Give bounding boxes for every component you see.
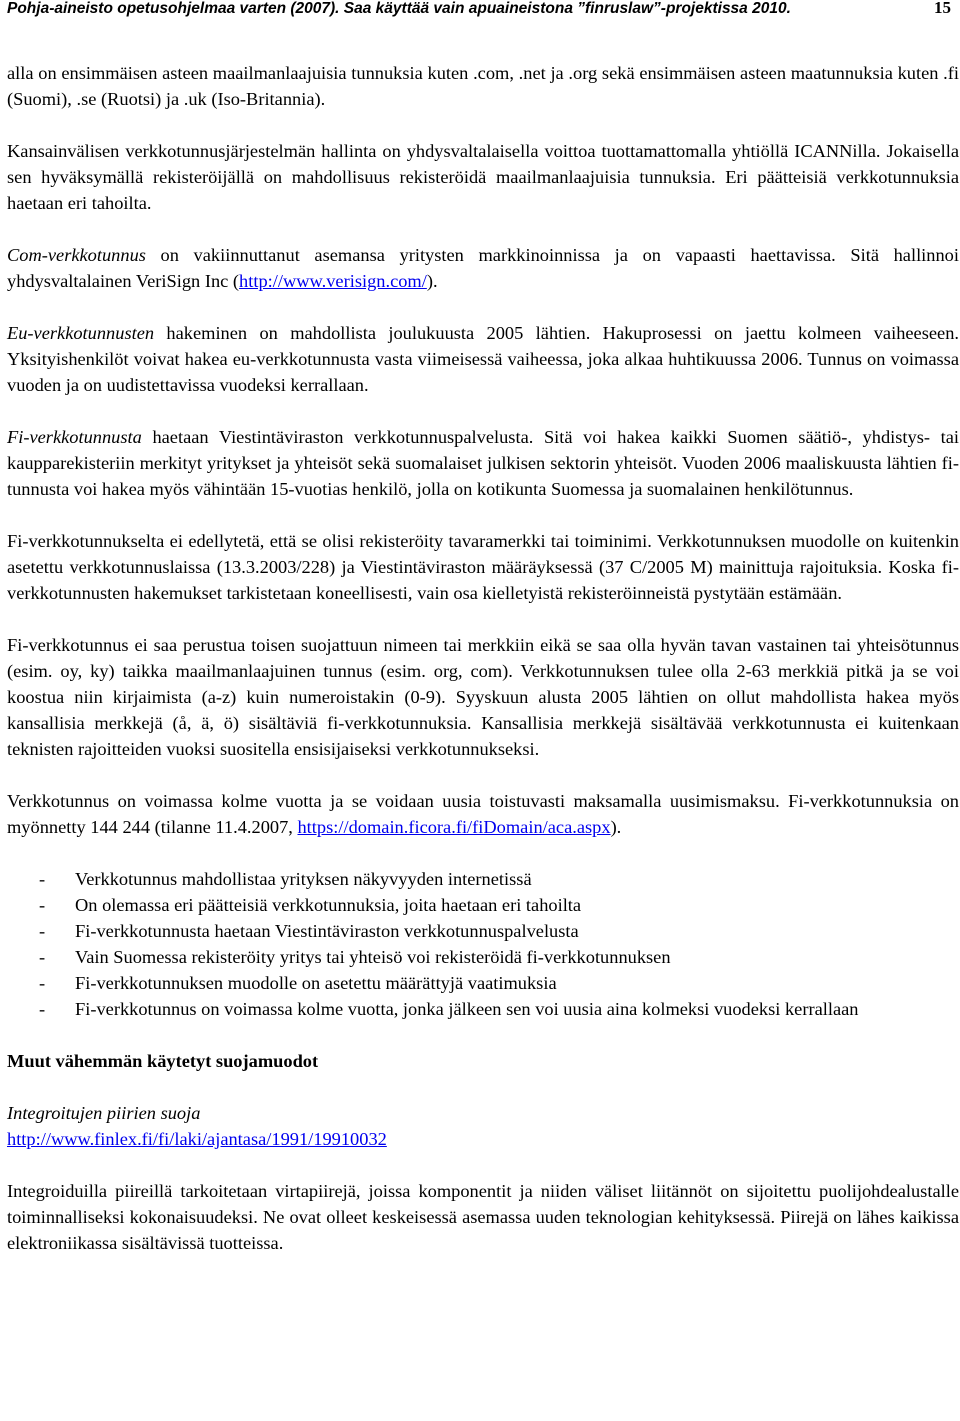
ficora-link[interactable]: https://domain.ficora.fi/fiDomain/aca.aspx: [297, 817, 611, 837]
paragraph-fi-requirements: Fi-verkkotunnukselta ei edellytetä, että se olisi rekisteröity tavaramerkki tai toiminimi. Verkkotunnuksen muodolle on kuitenkin asetettu verkkotunnuslaissa (13.3.2003/228) ja Viestintäviraston määräyksessä (37 C/2005 M) mainittuja rajoituksia. Koska fi-verkkotunnusten hakemukset tarkistetaan koneellisesti, vain osa kielletyistä rekisteröinneistä pystytään estämään.: [7, 531, 959, 603]
paragraph-fi-rules: Fi-verkkotunnus ei saa perustua toisen suojattuun nimeen tai merkkiin eikä se saa olla hyvän tavan vastainen tai yhteisötunnus (esim. oy, ky) taikka maailmanlaajuinen tunnus (esim. org, com). Verkkotunnuksen tulee olla 2-63 merkkiä pitkä ja se voi koostua niin kirjaimista (a-z) kuin numeroistakin (0-9). Syyskuun alusta 2005 lähtien on ollut mahdollista hakea myös kansallisia merkkejä (å, ä, ö) sisältäviä fi-verkkotunnuksia. Kansallisia merkkejä sisältävää verkkotunnusta ei kuitenkaan teknisten rajoitteiden vuoksi suositella ensisijaiseksi verkkotunnukseksi.: [7, 635, 959, 759]
com-text: on vakiinnuttanut asemansa yritysten markkinoinnissa ja on vapaasti haettavissa. Sitä hallinnoi yhdysvaltalainen VeriSign Inc (: [7, 245, 959, 291]
list-item-text: On olemassa eri päätteisiä verkkotunnuksia, joita haetaan eri tahoilta: [75, 895, 582, 915]
subsection-heading: [7, 1100, 959, 1126]
term-eu: Eu-verkkotunnusten: [7, 323, 155, 343]
paragraph-domain-intro: alla on ensimmäisen asteen maailmanlaajuisia tunnuksia kuten .com, .net ja .org sekä ensimmäisen asteen maatunnuksia kuten .fi (Suomi), .se (Ruotsi) ja .uk (Iso-Britannia).: [7, 63, 959, 109]
list-item: [7, 866, 959, 892]
subheading-text: Integroitujen piirien suoja: [7, 1103, 201, 1123]
summary-list: [7, 866, 959, 1022]
eu-text: hakeminen on mahdollista joulukuusta 2005 lähtien. Hakuprosessi on jaettu kolmeen vaiheeseen. Yksityishenkilöt voivat hakea eu-verkkotunnusta vasta viimeisessä vaiheessa, joka alkaa huhtikuussa 2006. Tunnus on voimassa vuoden ja on uudistettavissa vuodeksi kerrallaan.: [7, 323, 959, 395]
validity-text: Verkkotunnus on voimassa kolme vuotta ja se voidaan uusia toistuvasti maksamalla uusimismaksu. Fi-verkkotunnuksia on myönnetty 144 244 (tilanne 11.4.2007,: [7, 791, 959, 837]
term-fi: Fi-verkkotunnusta: [7, 427, 142, 447]
list-item-text: Fi-verkkotunnusta haetaan Viestintäviraston verkkotunnuspalvelusta: [75, 921, 579, 941]
finlex-link[interactable]: http://www.finlex.fi/fi/laki/ajantasa/1991/19910032: [7, 1129, 387, 1149]
verisign-link[interactable]: http://www.verisign.com/: [239, 271, 427, 291]
section-heading: Muut vähemmän käytetyt suojamuodot: [7, 1051, 319, 1071]
validity-text-end: ).: [610, 817, 622, 837]
list-item: [7, 918, 959, 944]
list-item-text: Fi-verkkotunnuksen muodolle on asetettu määrättyjä vaatimuksia: [75, 973, 557, 993]
list-item: [7, 970, 959, 996]
header-title: Pohja-aineisto opetusohjelmaa varten (2007). Saa käyttää vain apuaineistona ”finruslaw”-projektissa 2010.: [7, 0, 791, 17]
list-item-text: Fi-verkkotunnus on voimassa kolme vuotta, jonka jälkeen sen voi uusia aina kolmeksi vuodeksi kerrallaan: [75, 999, 859, 1019]
list-item-text: Vain Suomessa rekisteröity yritys tai yhteisö voi rekisteröidä fi-verkkotunnuksen: [75, 947, 671, 967]
fi-text: haetaan Viestintäviraston verkkotunnuspalvelusta. Sitä voi hakea kaikki Suomen säätiö-, yhdistys- tai kaupparekisteriin merkityt yritykset ja yhteisöt sekä suomalaiset julkisen sektorin yhteisöt. Vuoden 2006 maaliskuusta lähtien fi-tunnusta voi hakea myös vähintään 15-vuotias henkilö, jolla on kotikunta Suomessa ja suomalainen henkilötunnus.: [7, 427, 959, 499]
dash-marker: -: [39, 921, 46, 941]
list-item: [7, 996, 959, 1022]
finlex-link-line: [7, 1126, 959, 1152]
com-text-end: ).: [426, 271, 438, 291]
paragraph-eu-domain: [7, 320, 959, 398]
paragraph-validity: [7, 788, 959, 840]
page-number: 15: [934, 0, 951, 17]
paragraph-fi-domain: [7, 424, 959, 502]
dash-marker: -: [39, 895, 46, 915]
list-item: [7, 944, 959, 970]
paragraph-icann: Kansainvälisen verkkotunnusjärjestelmän hallinta on yhdysvaltalaisella voittoa tuottamattomalla yhtiöllä ICANNilla. Jokaisella sen hyväksymällä rekisteröijällä on mahdollisuus rekisteröidä maailmanlaajuisia tunnuksia. Eri päätteisiä verkkotunnuksia haetaan eri tahoilta.: [7, 141, 959, 213]
document-page: [7, 0, 959, 1256]
list-item: [7, 892, 959, 918]
term-com: Com-verkkotunnus: [7, 245, 146, 265]
dash-marker: -: [39, 999, 46, 1019]
dash-marker: -: [39, 869, 46, 889]
paragraph-integrated-circuits: Integroiduilla piireillä tarkoitetaan virtapiirejä, joissa komponentit ja niiden väliset liitännöt on sijoitettu puolijohdealustalle toiminnalliseksi kokonaisuudeksi. Ne ovat olleet keskeisessä asemassa uuden teknologian kehityksessä. Piirejä on lähes kaikissa elektroniikassa sisältävissä tuotteissa.: [7, 1181, 959, 1253]
dash-marker: -: [39, 947, 46, 967]
paragraph-com-domain: [7, 242, 959, 294]
page-header: [7, 0, 959, 22]
list-item-text: Verkkotunnus mahdollistaa yrityksen näkyvyyden internetissä: [75, 869, 532, 889]
dash-marker: -: [39, 973, 46, 993]
